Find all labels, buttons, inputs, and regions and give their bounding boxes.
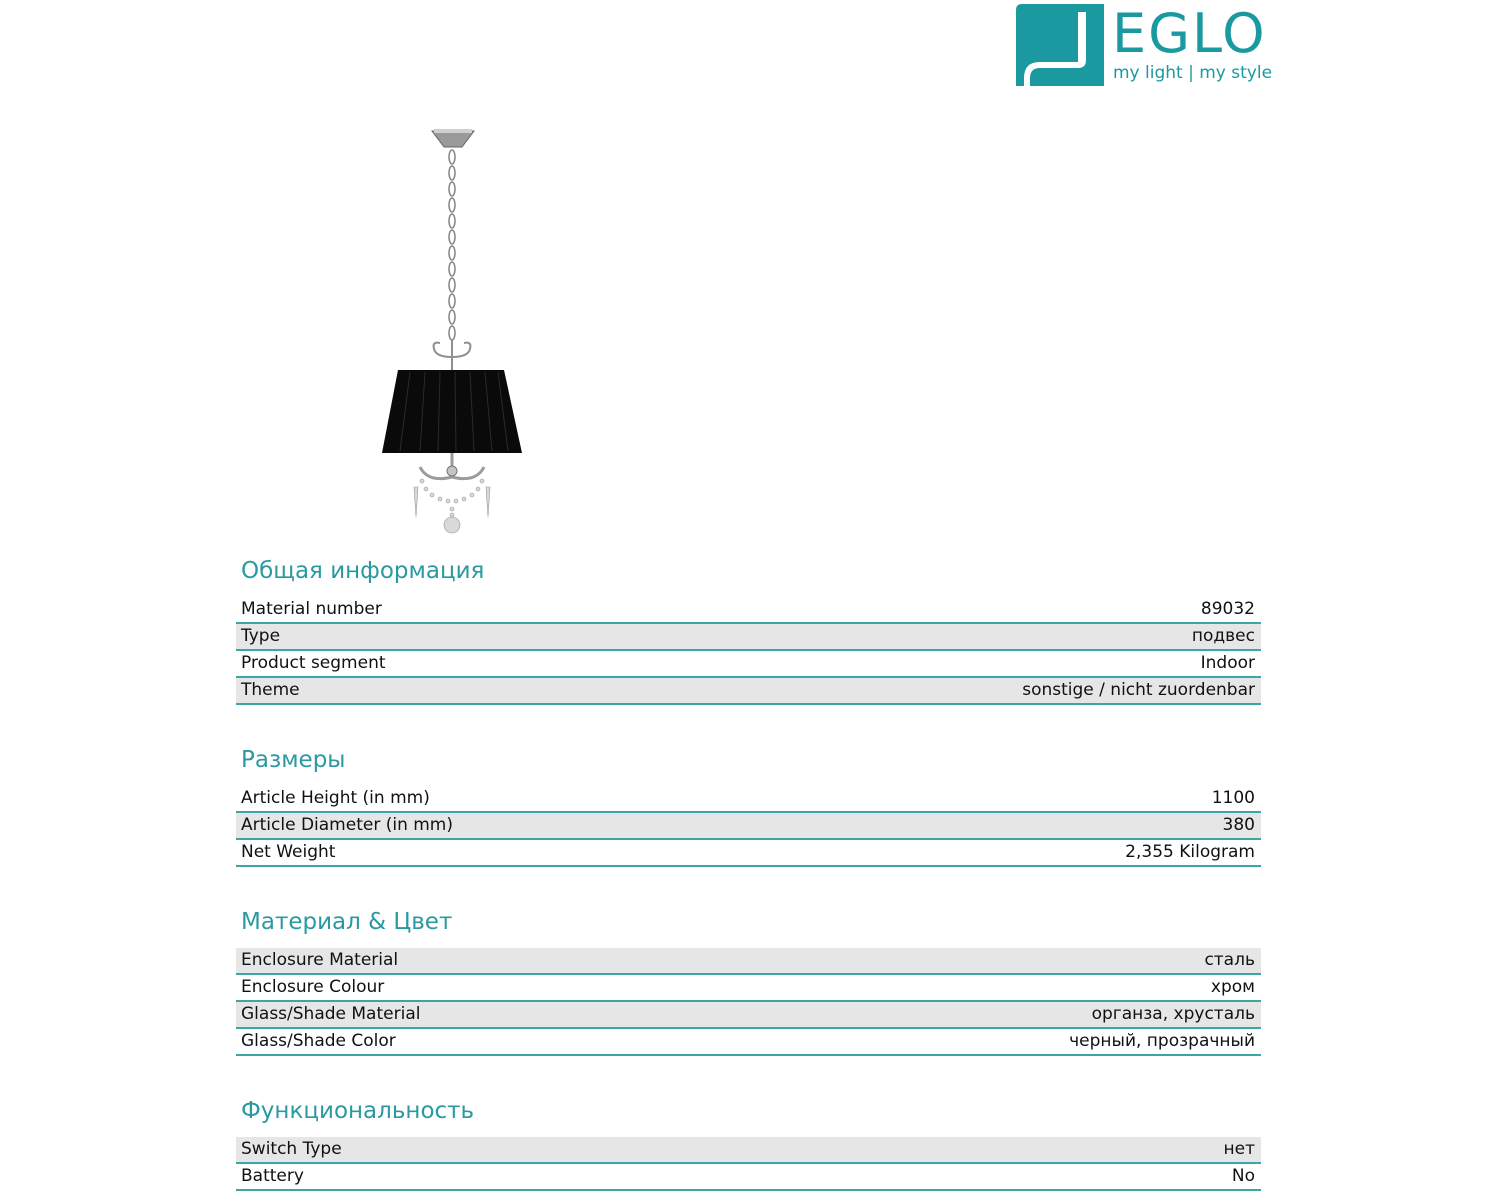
- table-row: [236, 624, 1261, 651]
- brand-name: EGLO: [1112, 2, 1267, 65]
- row-label: Article Height (in mm): [241, 788, 430, 808]
- section-title-general: Общая информация: [241, 558, 485, 584]
- general-info-table: [236, 597, 1261, 705]
- row-value: хром: [1210, 977, 1255, 997]
- section-title-dimensions: Размеры: [241, 747, 346, 773]
- row-value: 380: [1222, 815, 1255, 835]
- row-value: Indoor: [1200, 653, 1255, 673]
- table-row: [236, 1164, 1261, 1191]
- row-label: Glass/Shade Color: [241, 1031, 396, 1051]
- table-row: [236, 651, 1261, 678]
- row-value: подвес: [1191, 626, 1255, 646]
- eglo-logo-icon: [1016, 4, 1104, 86]
- table-row: [236, 975, 1261, 1002]
- table-row: [236, 786, 1261, 813]
- row-label: Type: [241, 626, 281, 646]
- row-value: черный, прозрачный: [1069, 1031, 1255, 1051]
- row-label: Switch Type: [241, 1139, 342, 1159]
- row-value: сталь: [1204, 950, 1255, 970]
- row-value: sonstige / nicht zuordenbar: [1022, 680, 1255, 700]
- table-row: [236, 1002, 1261, 1029]
- functionality-table: [236, 1137, 1261, 1191]
- row-value: 89032: [1200, 599, 1255, 619]
- row-value: органза, хрусталь: [1091, 1004, 1255, 1024]
- row-value: No: [1231, 1166, 1255, 1186]
- dimensions-table: [236, 786, 1261, 867]
- table-row: [236, 813, 1261, 840]
- brand-tagline: my light | my style: [1113, 63, 1273, 83]
- row-value: 2,355 Kilogram: [1125, 842, 1255, 862]
- row-label: Glass/Shade Material: [241, 1004, 421, 1024]
- section-title-functionality: Функциональность: [241, 1098, 475, 1124]
- row-value: нет: [1223, 1139, 1255, 1159]
- row-label: Enclosure Material: [241, 950, 399, 970]
- pendant-lamp-image: [370, 125, 535, 540]
- row-label: Battery: [241, 1166, 304, 1186]
- table-row: [236, 840, 1261, 867]
- table-row: [236, 1137, 1261, 1164]
- row-value: 1100: [1211, 788, 1255, 808]
- table-row: [236, 1029, 1261, 1056]
- brand-logo: [1016, 2, 1273, 90]
- row-label: Enclosure Colour: [241, 977, 385, 997]
- row-label: Theme: [241, 680, 300, 700]
- row-label: Material number: [241, 599, 382, 619]
- table-row: [236, 597, 1261, 624]
- material-color-table: [236, 948, 1261, 1056]
- row-label: Product segment: [241, 653, 386, 673]
- table-row: [236, 948, 1261, 975]
- row-label: Article Diameter (in mm): [241, 815, 453, 835]
- section-title-material-color: Материал & Цвет: [241, 909, 453, 935]
- table-row: [236, 678, 1261, 705]
- row-label: Net Weight: [241, 842, 336, 862]
